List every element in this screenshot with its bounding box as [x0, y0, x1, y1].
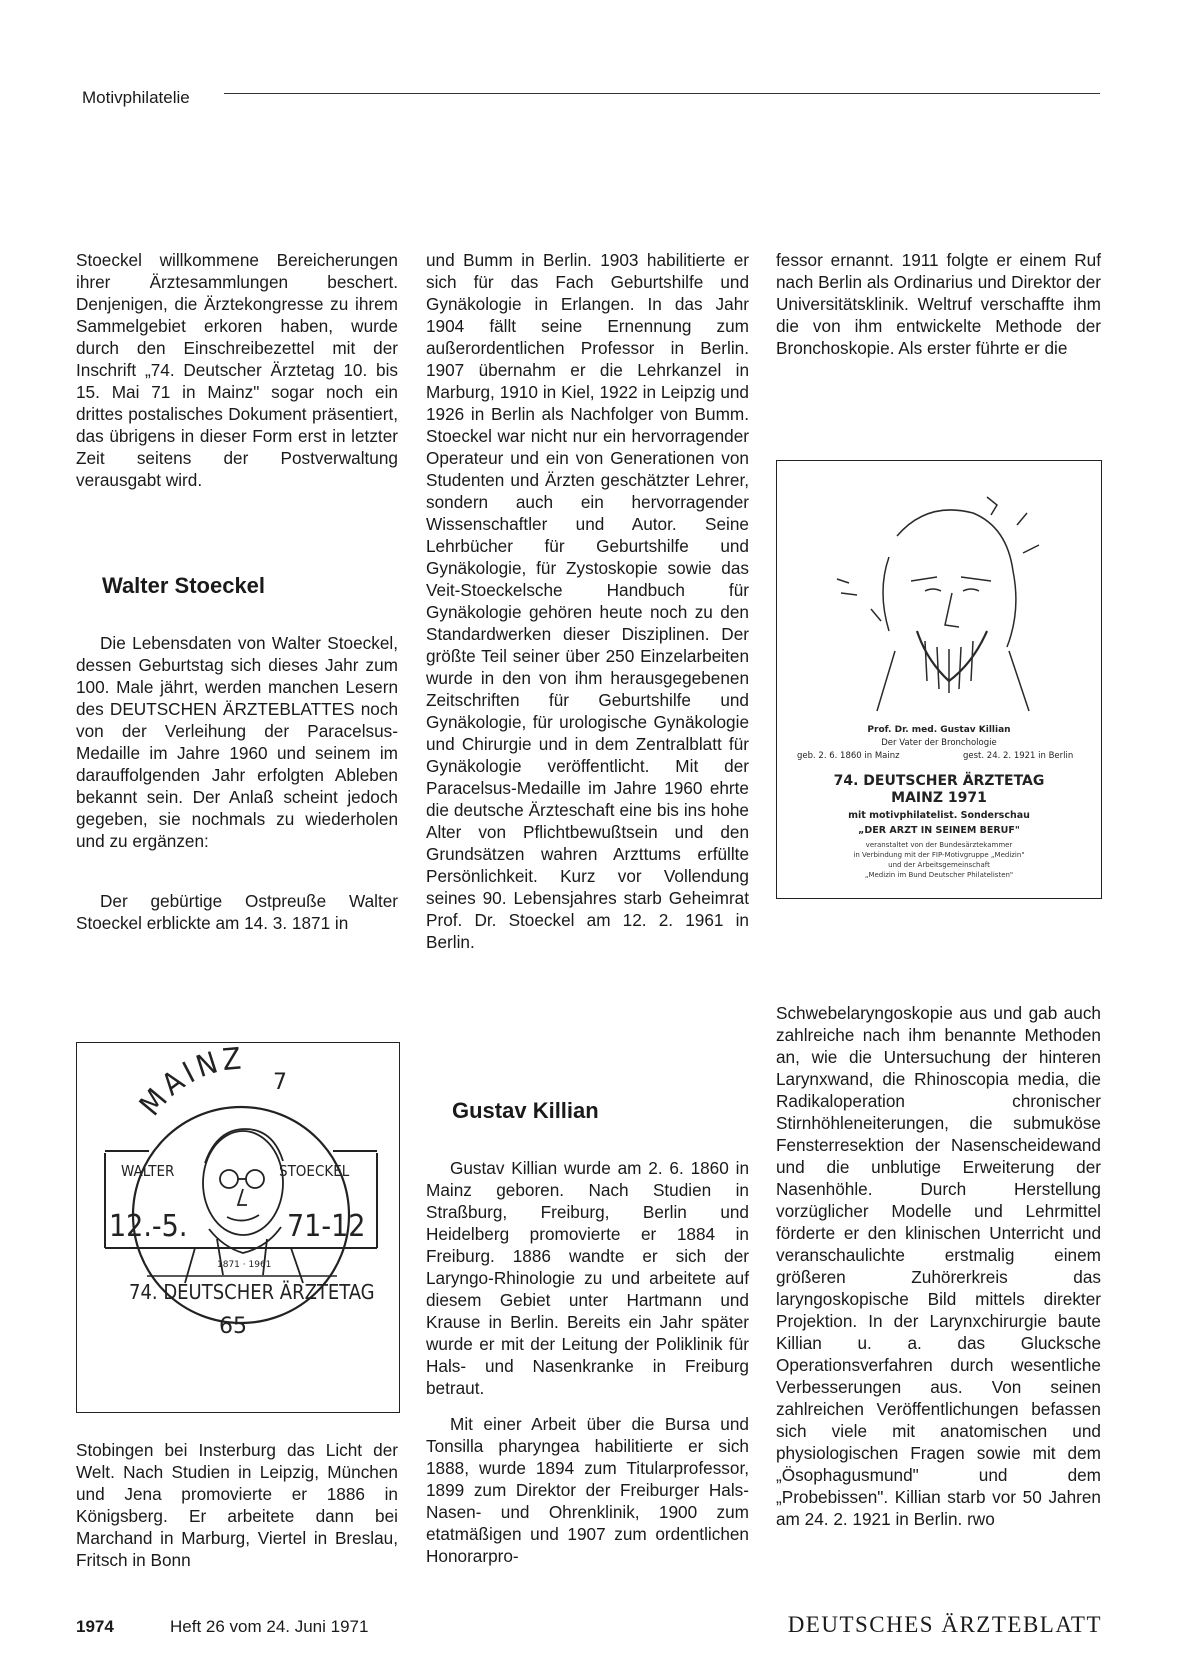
- col2-text-2: Gustav Killian wurde am 2. 6. 1860 in Mainz geboren. Nach Studien in Straßburg, Freiburg, Berlin und Heidelberg promovierte er 1884 in Freiburg. 1886 wandte er sich der Laryngo-Rhinologie zu und arbeitete auf diesem Gebiet unter Hartmann und Krause in Berlin. Bereits ein Jahr später wurde er mit der Leitung der Poliklinik für Hals- und Nasenkranke in Freiburg betraut.: [426, 1158, 749, 1398]
- col1-para-1: [76, 249, 398, 491]
- killian-title-line1: 74. DEUTSCHER ÄRZTETAG: [833, 773, 1045, 789]
- killian-small-1: veranstaltet von der Bundesärztekammer: [865, 841, 1013, 849]
- killian-small-2: in Verbindung mit der FIP-Motivgruppe „Medizin": [853, 851, 1025, 859]
- killian-small-3: und der Arbeitsgemeinschaft: [888, 861, 990, 869]
- killian-motto: „DER ARZT IN SEINEM BERUF": [858, 825, 1020, 836]
- footer-page-number: 1974: [76, 1617, 114, 1636]
- killian-portrait: [837, 497, 1039, 711]
- col3-text-1: fessor ernannt. 1911 folgte er einem Ruf nach Berlin als Ordinarius und Direktor der Universitätsklinik. Weltruf verschaffte ihm die von ihm entwickelte Methode der Bronchoskopie. Als erster führte er die: [776, 250, 1101, 358]
- col1-para-4: [76, 1439, 398, 1571]
- col1-text-2: Die Lebensdaten von Walter Stoeckel, dessen Geburtstag sich dieses Jahr zum 100. Male jährt, werden manchen Lesern des DEUTSCHEN ÄRZTEBLATTES noch von der Verleihung der Paracelsus-Medaille im Jahre 1960 und seinem im darauffolgenden Jahr erfolgten Ableben bekannt sein. Der Anlaß scheint jedoch gegeben, sie nochmals zu wiederholen und zu ergänzen:: [76, 633, 398, 851]
- heading-walter-stoeckel: Walter Stoeckel: [102, 573, 266, 598]
- killian-card-graphic: [777, 461, 1101, 898]
- stamp-name-right: STOECKEL: [279, 1162, 350, 1180]
- col1-para-2: [76, 632, 398, 852]
- col1-para-3: [76, 890, 398, 934]
- stamp-years: 1871 · 1961: [217, 1260, 272, 1270]
- killian-subtitle: mit motivphilatelist. Sonderschau: [848, 810, 1030, 821]
- stamp-office-number: 7: [273, 1070, 287, 1095]
- col1-text-1: Stoeckel willkommene Bereicherungen ihrer Ärztesammlungen beschert. Denjenigen, die Ärztekongresse zu ihrem Sammelgebiet erkoren haben, wurde durch den Einschreibezettel mit der Inschrift „74. Deutscher Ärztetag 10. bis 15. Mai 71 in Mainz" sogar noch ein drittes postalisches Dokument präsentiert, das übrigens in dieser Form erst in letzter Zeit seitens der Postverwaltung verausgabt wird.: [76, 250, 398, 490]
- killian-caption-name: Prof. Dr. med. Gustav Killian: [867, 725, 1011, 735]
- col2-para-3: [426, 1413, 749, 1567]
- stamp-date-left: 12.-5.: [109, 1209, 188, 1244]
- col1-text-3: Der gebürtige Ostpreuße Walter Stoeckel erblickte am 14. 3. 1871 in: [76, 891, 398, 933]
- stamp-city-text: MAINZ: [133, 1043, 247, 1123]
- section-label: Motivphilatelie: [82, 88, 190, 107]
- stamp-number: 65: [219, 1314, 247, 1339]
- killian-card: [776, 460, 1102, 899]
- footer-issue: Heft 26 vom 24. Juni 1971: [170, 1617, 369, 1636]
- col2-para-1: [426, 249, 749, 953]
- mainz-postmark-card: [76, 1042, 400, 1413]
- stamp-date-right: 71-12: [287, 1209, 366, 1244]
- col3-para-2: [776, 1002, 1101, 1530]
- heading-gustav-killian: Gustav Killian: [452, 1098, 599, 1123]
- col2-text-1: und Bumm in Berlin. 1903 habilitierte er sich für das Fach Geburtshilfe und Gynäkologie in Erlangen. In das Jahr 1904 fällt seine Ernennung zum außerordentlichen Professor in Berlin. 1907 übernahm er die Lehrkanzel in Marburg, 1910 in Kiel, 1922 in Leipzig und 1926 in Berlin als Nachfolger von Bumm. Stoeckel war nicht nur ein hervorragender Operateur und ein von Generationen von Studenten und Ärzten geschätzter Lehrer, sondern auch ein hervorragender Wissenschaftler und Autor. Seine Lehrbücher für Geburtshilfe und Gynäkologie, für Zystoskopie sowie das Veit-Stoeckelsche Handbuch für Gynäkologie gehören heute noch zu den Standardwerken dieser Disziplinen. Der größte Teil seiner über 250 Einzelarbeiten wurde in den von ihm herausgegebenen Zeitschriften für Geburtshilfe und Gynäkologie, für urologische Gynäkologie und Chirurgie und in dem Zentralblatt für Gynäkologie veröffentlicht. Mit der Paracelsus-Medaille im Jahre 1960 ehrte die deutsche Ärzteschaft eine bis ins hohe Alter von Pflichtbewußtsein und den Grundsätzen wahren Arzttums erfüllte Persönlichkeit. Kurz vor Vollendung seines 90. Lebensjahres starb Geheimrat Prof. Dr. Stoeckel am 12. 2. 1961 in Berlin.: [426, 250, 749, 952]
- killian-small-4: „Medizin im Bund Deutscher Philatelisten": [864, 871, 1014, 879]
- col2-para-2: [426, 1157, 749, 1399]
- stamp-name-left: WALTER: [121, 1162, 175, 1180]
- footer-journal: DEUTSCHES ÄRZTEBLATT: [787, 1612, 1102, 1637]
- col3-para-1: [776, 249, 1101, 359]
- col1-text-4: Stobingen bei Insterburg das Licht der Welt. Nach Studien in Leipzig, München und Jena promovierte er 1886 in Königsberg. Er arbeitete dann bei Marchand in Marburg, Viertel in Breslau, Fritsch in Bonn: [76, 1440, 398, 1570]
- header-rule: [224, 93, 1100, 94]
- killian-caption-birth: geb. 2. 6. 1860 in Mainz: [797, 751, 900, 761]
- stamp-event: 74. DEUTSCHER ÄRZTETAG: [129, 1280, 375, 1304]
- mainz-postmark-graphic: [77, 1043, 399, 1412]
- killian-title-line2: MAINZ 1971: [891, 790, 987, 806]
- killian-caption-role: Der Vater der Bronchologie: [881, 738, 997, 748]
- killian-caption-death: gest. 24. 2. 1921 in Berlin: [963, 751, 1074, 761]
- stamp-city: [133, 1043, 246, 1123]
- col2-text-3: Mit einer Arbeit über die Bursa und Tonsilla pharyngea habilitierte er sich 1888, wurde 1894 zum Titularprofessor, 1899 zum Direktor der Freiburger Hals-Nasen- und Ohrenklinik, 1900 zum etatmäßigen und 1907 zum ordentlichen Honorarpro-: [426, 1414, 749, 1566]
- col3-text-2: Schwebelaryngoskopie aus und gab auch zahlreiche nach ihm benannte Methoden an, wie die Untersuchung der hinteren Larynxwand, die Rhinoscopia media, die Radikaloperation chronischer Stirnhöhleneiterungen, die submuköse Fensterresektion der Nasenscheidewand und die unblutige Erweiterung der Nasenhöhle. Durch Herstellung vorzüglicher Modelle und Lehrmittel förderte er den klinischen Unterricht und veranschaulichte erstmalig einem größeren Zuhörerkreis das laryngoskopische Bild mittels direkter Projektion. In der Larynxchirurgie baute Killian u. a. das Glucksche Operationsverfahren durch wesentliche Verbesserungen aus. Von seinen zahlreichen Veröffentlichungen befassen sich viele mit anatomischen und physiologischen Fragen sowie mit dem „Ösophagusmund" und dem „Probebissen". Killian starb vor 50 Jahren am 24. 2. 1921 in Berlin. rwo: [776, 1003, 1101, 1529]
